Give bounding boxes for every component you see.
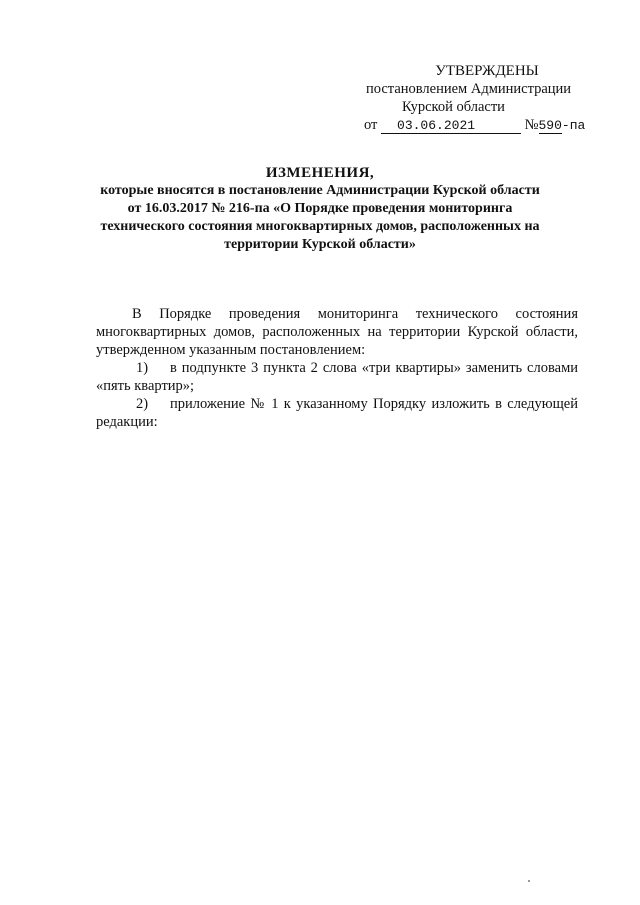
- item-text: в подпункте 3 пункта 2 слова «три квартиры» заменить словами «пять квартир»;: [96, 360, 578, 394]
- approval-number-suffix: -па: [561, 118, 586, 133]
- approval-block: [360, 62, 600, 135]
- item-number: 2): [136, 396, 149, 412]
- document-heading: [80, 164, 560, 254]
- approval-date-line: [364, 116, 600, 135]
- heading-title: ИЗМЕНЕНИЯ,: [265, 165, 375, 181]
- approval-line-2: Курской области: [402, 99, 505, 115]
- approval-line-1: постановлением Администрации: [366, 81, 572, 97]
- list-item-1: [96, 359, 578, 395]
- from-label: от: [364, 117, 378, 133]
- item-text: приложение № 1 к указанному Порядку изложить в следующей редакции:: [96, 396, 578, 430]
- heading-line: технического состояния многоквартирных домов, расположенных на: [100, 219, 540, 234]
- list-item-2: [96, 395, 578, 431]
- heading-line: территории Курской области»: [224, 237, 416, 252]
- heading-line: от 16.03.2017 № 216-па «О Порядке проведения мониторинга: [127, 201, 513, 216]
- approval-number: 590: [538, 118, 562, 133]
- heading-line: которые вносятся в постановление Администрации Курской области: [100, 183, 540, 198]
- approval-date: 03.06.2021: [381, 118, 521, 134]
- item-number: 1): [136, 360, 149, 376]
- number-label: №: [524, 117, 539, 133]
- scan-speck: [528, 880, 530, 882]
- approval-title: УТВЕРЖДЕНЫ: [435, 63, 539, 79]
- document-body: [96, 305, 578, 431]
- intro-paragraph: В Порядке проведения мониторинга технического состояния многоквартирных домов, расположенных на территории Курской области, утвержденном указанным постановлением:: [96, 306, 578, 358]
